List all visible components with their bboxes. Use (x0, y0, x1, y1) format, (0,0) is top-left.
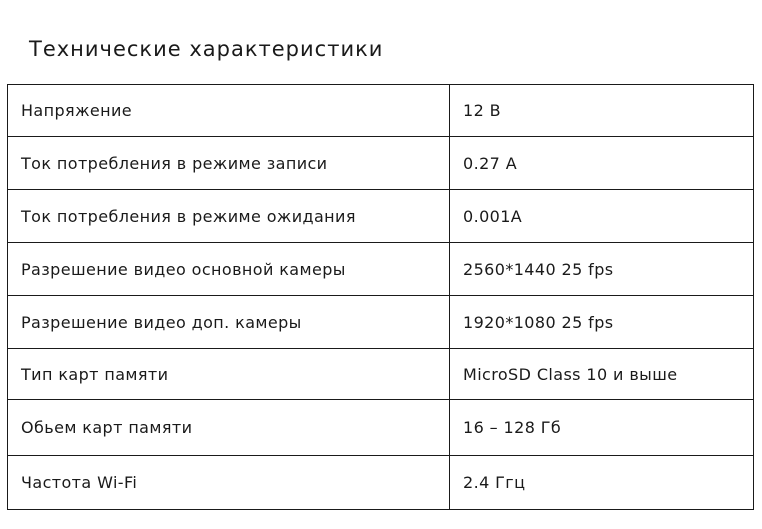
spec-name: Обьем карт памяти (8, 400, 450, 456)
table-row (8, 296, 754, 349)
table-row (8, 190, 754, 243)
spec-name: Частота Wi-Fi (8, 456, 450, 510)
spec-name: Тип карт памяти (8, 349, 450, 400)
page-title: Технические характеристики (29, 37, 384, 61)
specs-table (7, 84, 754, 510)
spec-name: Ток потребления в режиме ожидания (8, 190, 450, 243)
spec-value: 0.001А (450, 190, 754, 243)
spec-name: Разрешение видео основной камеры (8, 243, 450, 296)
table-row (8, 85, 754, 137)
table-row (8, 400, 754, 456)
table-row (8, 137, 754, 190)
spec-name: Ток потребления в режиме записи (8, 137, 450, 190)
spec-value: 2.4 Ггц (450, 456, 754, 510)
specs-table-body (8, 85, 754, 510)
spec-value: 0.27 А (450, 137, 754, 190)
spec-value: 2560*1440 25 fps (450, 243, 754, 296)
spec-name: Напряжение (8, 85, 450, 137)
table-row (8, 243, 754, 296)
spec-value: 12 В (450, 85, 754, 137)
spec-name: Разрешение видео доп. камеры (8, 296, 450, 349)
spec-value: 1920*1080 25 fps (450, 296, 754, 349)
spec-value: MicroSD Class 10 и выше (450, 349, 754, 400)
table-row (8, 349, 754, 400)
table-row (8, 456, 754, 510)
spec-value: 16 – 128 Гб (450, 400, 754, 456)
